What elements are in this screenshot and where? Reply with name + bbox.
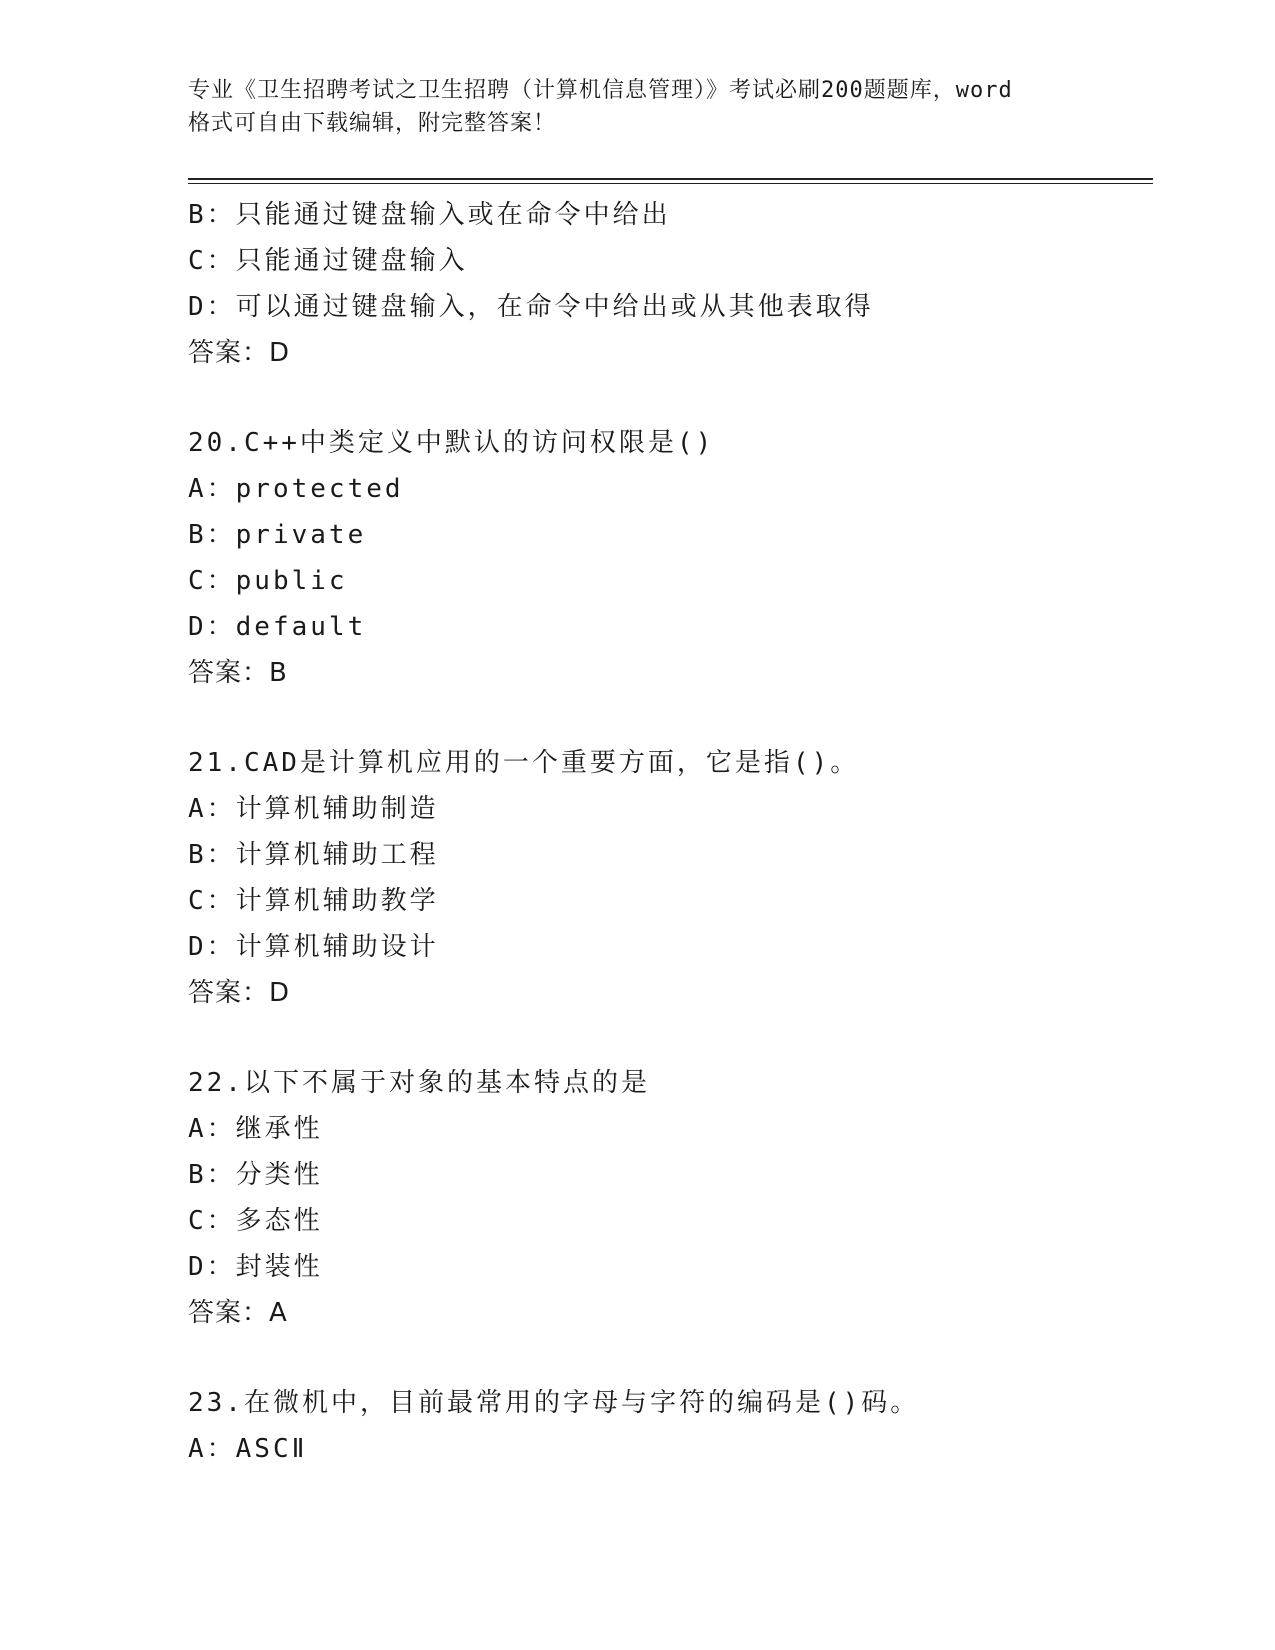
option-d: D：封装性 — [188, 1252, 323, 1282]
option-d: D：default — [188, 612, 367, 642]
option-a: A：ASCⅡ — [188, 1434, 308, 1464]
question-block-20 — [188, 420, 1148, 696]
spacer — [188, 376, 1148, 420]
option-c: C：多态性 — [188, 1206, 323, 1236]
option-b: B：只能通过键盘输入或在命令中给出 — [188, 200, 671, 230]
question-block-23 — [188, 1380, 1148, 1472]
option-c: C：计算机辅助教学 — [188, 886, 439, 916]
question-title: 20.C++中类定义中默认的访问权限是() — [188, 428, 715, 458]
option-a: A：计算机辅助制造 — [188, 794, 439, 824]
question-title: 23.在微机中，目前最常用的字母与字符的编码是()码。 — [188, 1388, 920, 1418]
question-block-19-continued — [188, 192, 1148, 376]
question-block-22 — [188, 1060, 1148, 1336]
document-header — [188, 74, 1088, 140]
header-divider-thick — [188, 178, 1153, 180]
option-d: D：计算机辅助设计 — [188, 932, 439, 962]
question-title: 21.CAD是计算机应用的一个重要方面，它是指()。 — [188, 748, 860, 778]
option-c: C：只能通过键盘输入 — [188, 246, 468, 276]
header-line-1: 专业《卫生招聘考试之卫生招聘（计算机信息管理）》考试必刷200题题库，word — [188, 78, 1013, 103]
spacer — [188, 1336, 1148, 1380]
header-divider-thin — [188, 183, 1153, 184]
spacer — [188, 696, 1148, 740]
answer-line: 答案：D — [188, 338, 291, 368]
option-b: B：分类性 — [188, 1160, 323, 1190]
spacer — [188, 1016, 1148, 1060]
option-a: A：继承性 — [188, 1114, 323, 1144]
answer-line: 答案：B — [188, 658, 288, 688]
option-c: C：public — [188, 566, 348, 596]
option-d: D：可以通过键盘输入，在命令中给出或从其他表取得 — [188, 292, 874, 322]
answer-line: 答案：A — [188, 1298, 288, 1328]
question-title: 22.以下不属于对象的基本特点的是 — [188, 1068, 650, 1098]
option-b: B：private — [188, 520, 367, 550]
question-list — [188, 192, 1148, 1472]
option-a: A：protected — [188, 474, 404, 504]
question-block-21 — [188, 740, 1148, 1016]
option-b: B：计算机辅助工程 — [188, 840, 439, 870]
header-line-2: 格式可自由下载编辑，附完整答案！ — [188, 111, 557, 136]
answer-line: 答案：D — [188, 978, 291, 1008]
